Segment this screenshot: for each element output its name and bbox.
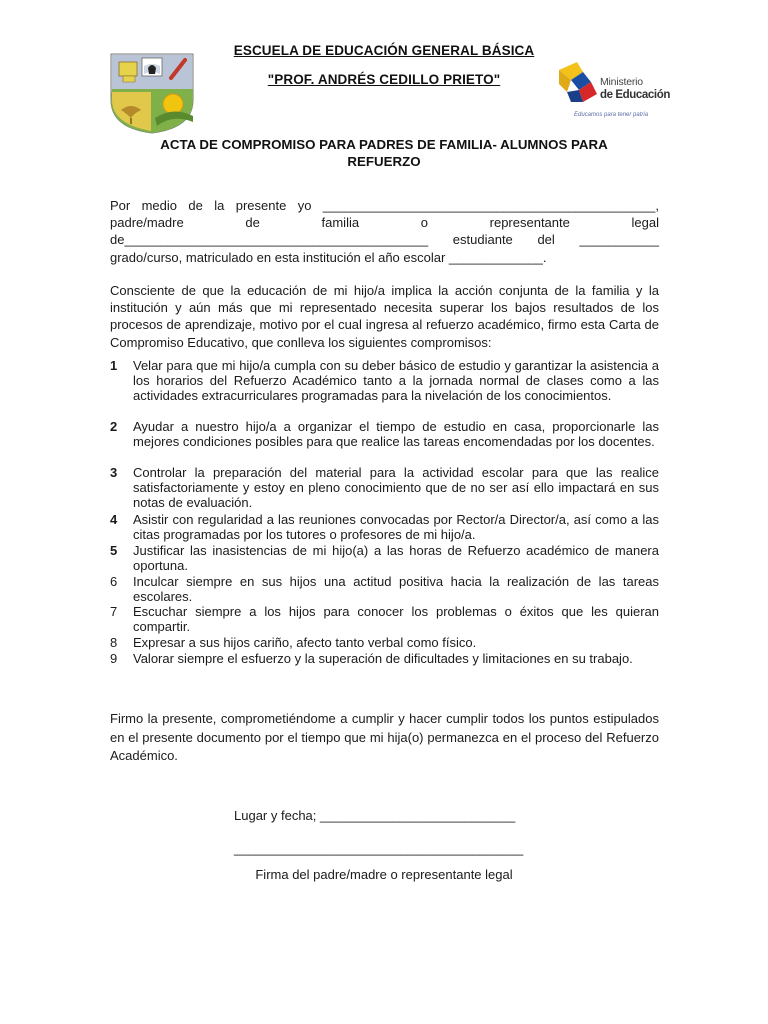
commitment-number: 2 [110,419,118,434]
consciente-paragraph: Consciente de que la educación de mi hijo/a implica la acción conjunta de la familia y la institución y aún más que mi representado necesita superar los bajos resultados de los procesos de aprendizaje, motivo por el cual ingresa al refuerzo académico, firmo esta Carta de Compromiso Educativo, que conlleva los siguientes compromisos: [110,283,659,350]
commitment-text: Valorar siempre el esfuerzo y la superación de dificultades y limitaciones en su trabajo. [133,651,633,666]
school-name-line2: "PROF. ANDRÉS CEDILLO PRIETO" [267,72,501,87]
ministry-name-line1: Ministerio [600,76,643,88]
intro-line4: grado/curso, matriculado en esta institución el año escolar _____________. [110,249,547,265]
signature-line: ________________________________________ [234,841,524,856]
commitment-text: Inculcar siempre en sus hijos una actitud positiva hacia la realización de las tareas escolares. [133,574,659,604]
intro-line3: de__________________________________________ estudiante del ___________ [110,232,659,248]
commitment-text: Justificar las inasistencias de mi hijo(a) a las horas de Refuerzo académico de manera oportuna. [133,543,659,573]
document-title-line1: ACTA DE COMPROMISO PARA PADRES DE FAMILIA- ALUMNOS PARA [160,137,608,152]
commitment-number: 9 [110,651,118,666]
document-title [110,136,658,170]
intro-line2: padre/madre de familia o representante legal [110,215,659,231]
commitment-number: 5 [110,543,118,558]
commitment-number: 4 [110,512,118,527]
school-crest-logo [109,52,195,134]
commitment-number: 7 [110,604,118,619]
commitment-text: Expresar a sus hijos cariño, afecto tanto verbal como físico. [133,635,477,650]
commitment-number: 8 [110,635,118,650]
intro-line1: Por medio de la presente yo ______________________________________________, [110,198,659,213]
lugar-fecha-field: Lugar y fecha; ___________________________ [234,808,516,823]
document-title-line2: REFUERZO [347,154,421,169]
ministry-slogan: Educamos para tener patria [574,112,649,118]
signature-label: Firma del padre/madre o representante legal [255,867,513,882]
ministry-name-line2: de Educación [600,89,670,101]
firmo-paragraph: Firmo la presente, comprometiéndome a cumplir y hacer cumplir todos los puntos estipulados en el presente documento por el tiempo que mi hija(o) permanezca en el proceso del Refuerzo Académico. [110,711,659,763]
commitment-text: Escuchar siempre a los hijos para conocer los problemas o éxitos que les quieran compartir. [133,604,659,634]
commitment-text: Velar para que mi hijo/a cumpla con su deber básico de estudio y garantizar la asistencia a los horarios del Refuerzo Académico tanto a la jornada normal de clases como a las actividades extracurriculares programadas para la nivelación de los conocimientos. [133,358,659,403]
commitment-number: 3 [110,465,118,480]
commitment-text: Ayudar a nuestro hijo/a a organizar el tiempo de estudio en casa, proporcionarle las mejores condiciones posibles para que realice las tareas encomendadas por los docentes. [133,419,659,449]
commitment-text: Controlar la preparación del material para la actividad escolar para que las realice satisfactoriamente y estoy en pleno conocimiento que de no ser así ello impactará en sus notas de evaluación. [133,465,659,510]
school-name-line1: ESCUELA DE EDUCACIÓN GENERAL BÁSICA [233,43,535,58]
commitment-number: 1 [110,358,118,373]
commitment-text: Asistir con regularidad a las reuniones convocadas por Rector/a Director/a, así como a las citas programadas por los tutores o profesores de mi hijo/a. [133,512,659,542]
commitment-number: 6 [110,574,118,589]
intro-paragraph [110,197,659,266]
